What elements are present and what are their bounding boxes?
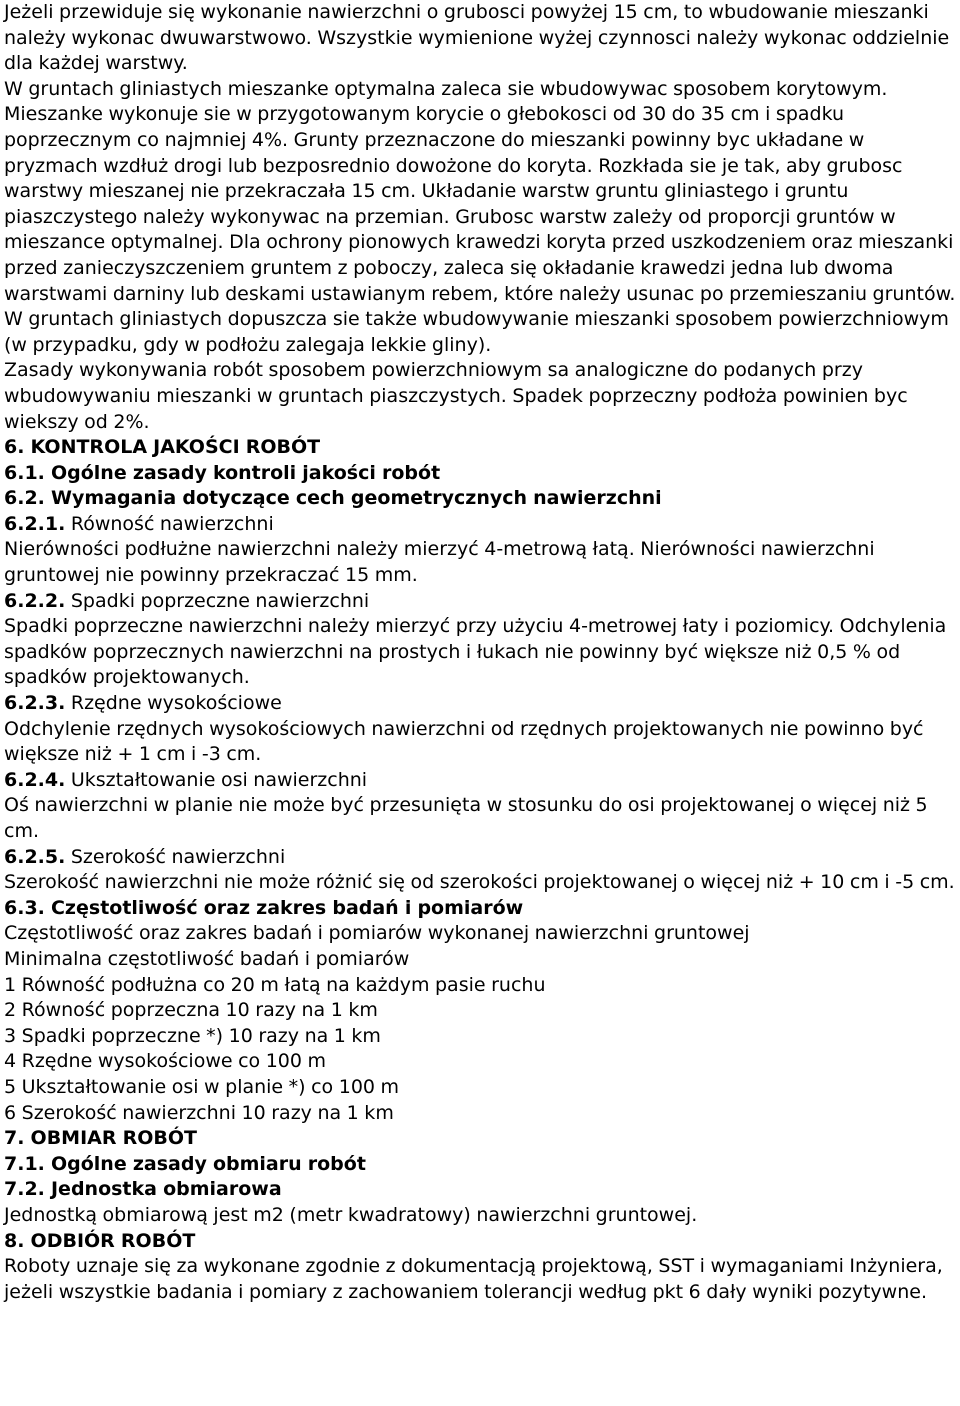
paragraph-7-2: Jednostką obmiarową jest m2 (metr kwadratowy) nawierzchni gruntowej. — [4, 1203, 698, 1226]
list-item: 6 Szerokość nawierzchni 10 razy na 1 km — [4, 1101, 394, 1124]
section-number: 6.2.3. — [4, 692, 66, 715]
paragraph-6-2-1: Nierówności podłużne nawierzchni należy mierzyć 4-metrową łatą. Nierówności nawierzchni gruntowej nie powinny przekraczać 15 mm. — [4, 538, 875, 587]
heading-section-7: 7. OBMIAR ROBÓT — [4, 1127, 197, 1150]
heading-section-7-1: 7.1. Ogólne zasady obmiaru robót — [4, 1152, 366, 1175]
section-title: Spadki poprzeczne nawierzchni — [65, 589, 370, 612]
paragraph-6-2-3: Odchylenie rzędnych wysokościowych nawierzchni od rzędnych projektowanych nie powinno być większe niż + 1 cm i -3 cm. — [4, 717, 924, 766]
list-item: 4 Rzędne wysokościowe co 100 m — [4, 1050, 327, 1073]
paragraph-trench-method: W gruntach gliniastych mieszanke optymalna zaleca sie wbudowywac sposobem korytowym. Mieszanke wykonuje sie w przygotowanym korycie o głebokosci od 30 do 35 cm i spadku poprzecznym co najmniej 4%. Grunty przeznaczone do mieszanki powinny byc układane w pryzmach wzdłuż drogi lub bezposrednio dowożone do koryta. Rozkłada sie je tak, aby grubosc warstwy mieszanej nie przekraczała 15 cm. Układanie warstw gruntu gliniastego i gruntu piaszczystego należy wykonywac na przemian. Grubosc warstw zależy od proporcji gruntów w mieszance optymalnej. Dla ochrony pionowych krawedzi koryta przed uszkodzeniem oraz mieszanki przed zanieczyszczeniem gruntem z poboczy, zaleca się okładanie krawedzi jedna lub dwoma warstwami darniny lub deskami ustawianym rebem, które należy usunac po przemieszaniu gruntów. — [4, 77, 956, 305]
heading-section-6-2: 6.2. Wymagania dotyczące cech geometrycznych nawierzchni — [4, 487, 662, 510]
paragraph-6-2-4: Oś nawierzchni w planie nie może być przesunięta w stosunku do osi projektowanej o więcej niż 5 cm. — [4, 794, 928, 842]
paragraph-6-3-intro: Częstotliwość oraz zakres badań i pomiarów wykonanej nawierzchni gruntowej — [4, 922, 750, 945]
heading-section-8: 8. ODBIÓR ROBÓT — [4, 1229, 196, 1252]
list-item: 2 Równość poprzeczna 10 razy na 1 km — [4, 999, 378, 1022]
paragraph-surface-method: W gruntach gliniastych dopuszcza sie także wbudowywanie mieszanki sposobem powierzchniowym (w przypadku, gdy w podłożu zalegaja lekkie gliny). — [4, 308, 949, 356]
heading-section-7-2: 7.2. Jednostka obmiarowa — [4, 1178, 282, 1201]
paragraph-6-3-subtitle: Minimalna częstotliwość badań i pomiarów — [4, 947, 410, 970]
section-number: 6.2.4. — [4, 768, 66, 791]
paragraph-layering: Jeżeli przewiduje się wykonanie nawierzchni o grubosci powyżej 15 cm, to wbudowanie mieszanki należy wykonac dwuwarstwowo. Wszystkie wymienione wyżej czynnosci należy wykonac oddzielnie dla każdej warstwy. — [4, 1, 950, 75]
section-title: Równość nawierzchni — [65, 512, 274, 535]
paragraph-6-2-2: Spadki poprzeczne nawierzchni należy mierzyć przy użyciu 4-metrowej łaty i poziomicy. Odchylenia spadków poprzecznych nawierzchni na prostych i łukach nie powinny być większe niż 0,5 % od spadków projektowanych. — [4, 615, 947, 689]
heading-section-6-2-3 — [4, 691, 956, 717]
section-title: Rzędne wysokościowe — [65, 692, 282, 715]
heading-section-6-2-1 — [4, 512, 956, 538]
list-item: 1 Równość podłużna co 20 m łatą na każdym pasie ruchu — [4, 973, 546, 996]
section-title: Ukształtowanie osi nawierzchni — [65, 768, 368, 791]
section-number: 6.2.2. — [4, 589, 66, 612]
section-number: 6.2.1. — [4, 512, 66, 535]
section-title: Szerokość nawierzchni — [65, 845, 286, 868]
paragraph-surface-rules: Zasady wykonywania robót sposobem powierzchniowym sa analogiczne do podanych przy wbudowywaniu mieszanki w gruntach piaszczystych. Spadek poprzeczny podłoża powinien byc wiekszy od 2%. — [4, 359, 908, 433]
heading-section-6-2-5 — [4, 845, 956, 871]
heading-section-6: 6. KONTROLA JAKOŚCI ROBÓT — [4, 436, 321, 459]
list-item: 5 Ukształtowanie osi w planie *) co 100 m — [4, 1075, 400, 1098]
heading-section-6-3: 6.3. Częstotliwość oraz zakres badań i pomiarów — [4, 896, 524, 919]
heading-section-6-2-4 — [4, 768, 956, 794]
heading-section-6-1: 6.1. Ogólne zasady kontroli jakości robót — [4, 461, 441, 484]
paragraph-8: Roboty uznaje się za wykonane zgodnie z dokumentacją projektową, SST i wymaganiami Inżyniera, jeżeli wszystkie badania i pomiary z zachowaniem tolerancji według pkt 6 dały wyniki pozytywne. — [4, 1255, 943, 1303]
list-item: 3 Spadki poprzeczne *) 10 razy na 1 km — [4, 1024, 381, 1047]
paragraph-6-2-5: Szerokość nawierzchni nie może różnić się od szerokości projektowanej o więcej niż + 10 cm i -5 cm. — [4, 871, 955, 894]
heading-section-6-2-2 — [4, 589, 956, 615]
section-number: 6.2.5. — [4, 845, 66, 868]
